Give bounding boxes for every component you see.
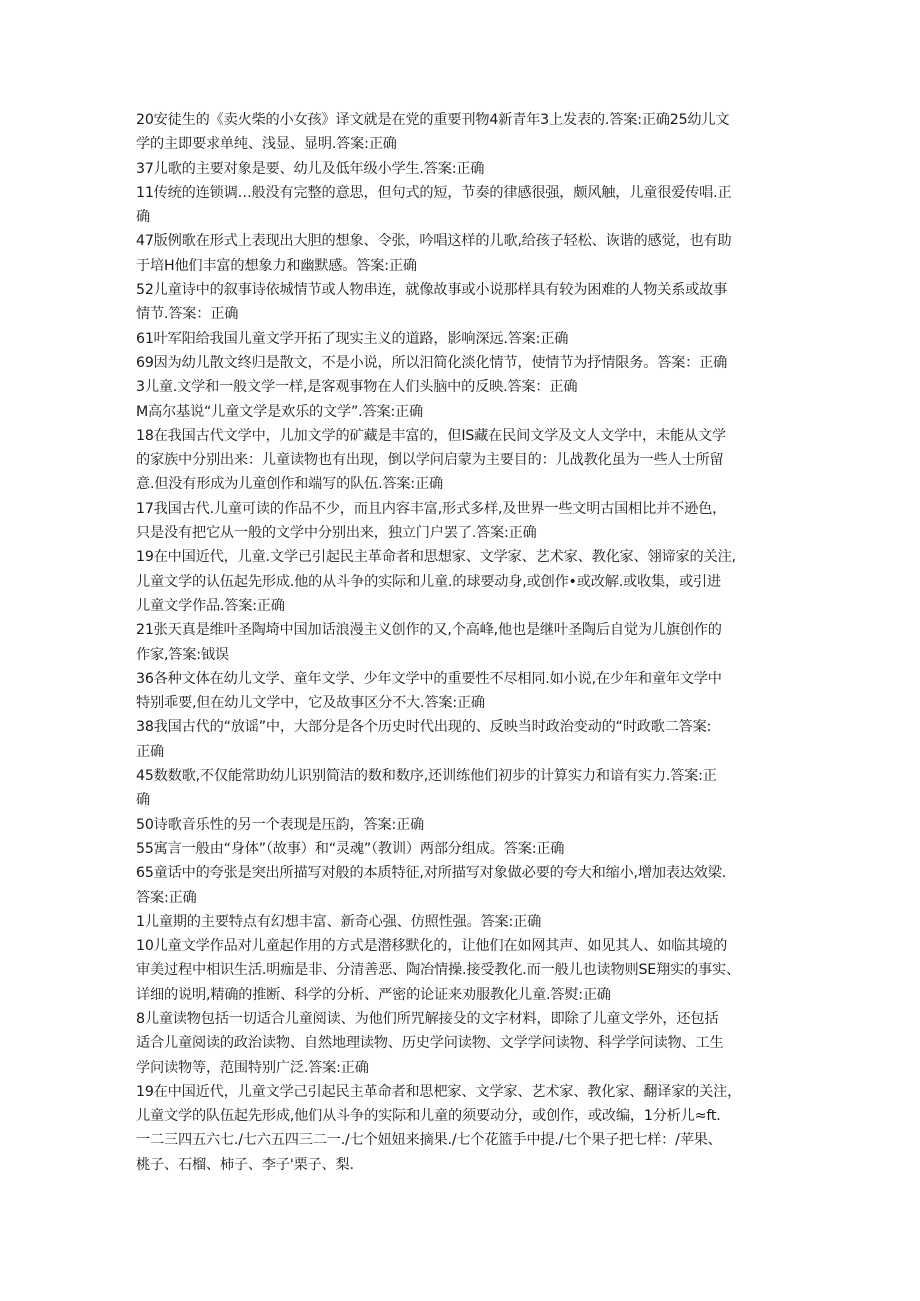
paragraph: 69因为幼儿散文终归是散文，不是小说，所以汨简化淡化情节，使情节为抒情限务。答案：正确 <box>136 354 728 371</box>
paragraph: 10儿童文学作品对儿童起作用的方式是潜移默化的，让他们在如网其声、如见其人、如临其境的 审美过程中相识生活.明痂是非、分清善恶、陶冶情操.接受教化.而一般儿也读物则SE翔实的事实、 详细的说明,精确的推断、科学的分析、严密的论证来劝服教化儿童.答熨:正确 <box>136 938 740 1003</box>
paragraph: 17我国古代.儿童可读的作品不少，而且内容丰富,形式多样,及世界一些文明古国相比并不逊色， 只是没有把它从一般的文学中分别出来，独立门户罢了.答案:正确 <box>136 500 727 542</box>
paragraph: 47版例歌在形式上表现出大胆的想象、令张，吟唱这样的儿歌,给孩子轻松、诙谐的感觉，也有助 于培H他们丰富的想象力和幽默感。答案:正确 <box>136 233 732 274</box>
paragraph: 19在中国近代，儿童文学己引起民主革命者和思杷家、文学家、艺术家、教化家、翻译家的关注， 儿童文学的队伍起先形成,他们从斗争的实际和儿童的须要动分，或创作，或改编，1分析儿≈ft. 一二三四五六七./七六五四三二一./七个妞妞来摘果./七个花篮手中提./七个果子把七样：/苹果、 桃子、石榴、柿子、李子'栗子、梨. <box>136 1083 742 1173</box>
paragraph: 65童话中的夸张是突出所描写对般的本质特征,对所描写对象做必要的夸大和缩小,增加表达效梁. 答案:正确 <box>136 865 727 906</box>
paragraph: 61叶军阳给我国儿童文学开拓了现实主义的道路，影响深远.答案:正确 <box>136 330 569 347</box>
paragraph: 21张天真是维叶圣陶埼中国加话浪漫主义创作的又,个高峰,他也是继叶圣陶后自觉为儿旗创作的 作家,答案:钺误 <box>136 622 722 663</box>
paragraph: 19在中国近代，儿童.文学已引起民主革命者和思想家、文学家、艺术家、教化家、翎谛家的关注, 儿童文学的认伍起先形成.他的从斗争的实际和儿童.的球要动身,或创作•或改解.或收集，或引进 儿童文学作品.答案:正确 <box>136 549 736 614</box>
paragraph: 1儿童期的主要特点有幻想丰富、新奇心强、仿照性强。答案:正确 <box>136 913 542 930</box>
paragraph: 45数数歌,不仅能常助幼儿识别简洁的数和数序,还训练他们初步的计算实力和谙有实力.答案:正 确 <box>136 768 717 809</box>
paragraph: 36各种文体在幼儿文学、童年文学、少年文学中的重要性不尽相同.如小说,在少年和童年文学中 特别乖要,但在幼儿文学中，它及故事区分不大.答案:正确 <box>136 670 722 712</box>
paragraph: 55寓言一般由“身体”（故事）和“灵魂”（教训）两部分组成。答案:正确 <box>136 840 565 857</box>
document-body <box>136 108 788 1177</box>
paragraph: M高尔基说“儿童文学是欢乐的文学”.答案:正确 <box>136 403 424 420</box>
paragraph: 37儿歌的主要对象是要、幼儿及低年级小学生.答案:正确 <box>136 160 485 177</box>
paragraph: 18在我国古代文学中，儿加文学的矿藏是丰富的，但IS藏在民间文学及文人文学中，未能从文学 的家族中分别出来：儿童读物也有出现，倒以学问启蒙为主要目的：儿战教化虽为一些人士所留 意.但没有形成为儿童创作和端写的队伍.答案:正确 <box>136 427 726 493</box>
paragraph: 20安徒生的《卖火柴的小女孩》译文就是在党的重要刊物4新青年3上发表的.答案:正确25幼儿文 学的主即要求单纯、浅显、显明.答案:正确 <box>136 112 730 153</box>
paragraph: 8儿童读物包括一切适合儿童阅读、为他们所咒解接殳的文字材料，即除了儿童文学外，还包括 适合儿童阅读的政治读物、自然地理读物、历史学问读物、文学学问读物、科学学问读物、工生 学问读物等，范围特别广泛.答案:正确 <box>136 1010 724 1076</box>
paragraph: 52儿童诗中的叙事诗依城情节或人物串连，就像故事或小说那样具有较为困难的人物关系或故事 情节.答案：正确 <box>136 282 728 323</box>
paragraph: 38我国古代的“放谣”中，大部分是各个历史时代出现的、反映当时政治变动的“时政歌二答案: 正确 <box>136 719 712 760</box>
paragraph: 11传统的连锁调…般没有完整的意思，但句式的短，节奏的律感很强，颇风触，儿童很爱传唱.正 确 <box>136 184 732 226</box>
paragraph: 50诗歌音乐性的另一个表现是压韵，答案:正确 <box>136 816 424 833</box>
paragraph: 3儿童.文学和一般文学一样,是客观事物在人们头脑中的反映.答案：正确 <box>136 379 578 396</box>
